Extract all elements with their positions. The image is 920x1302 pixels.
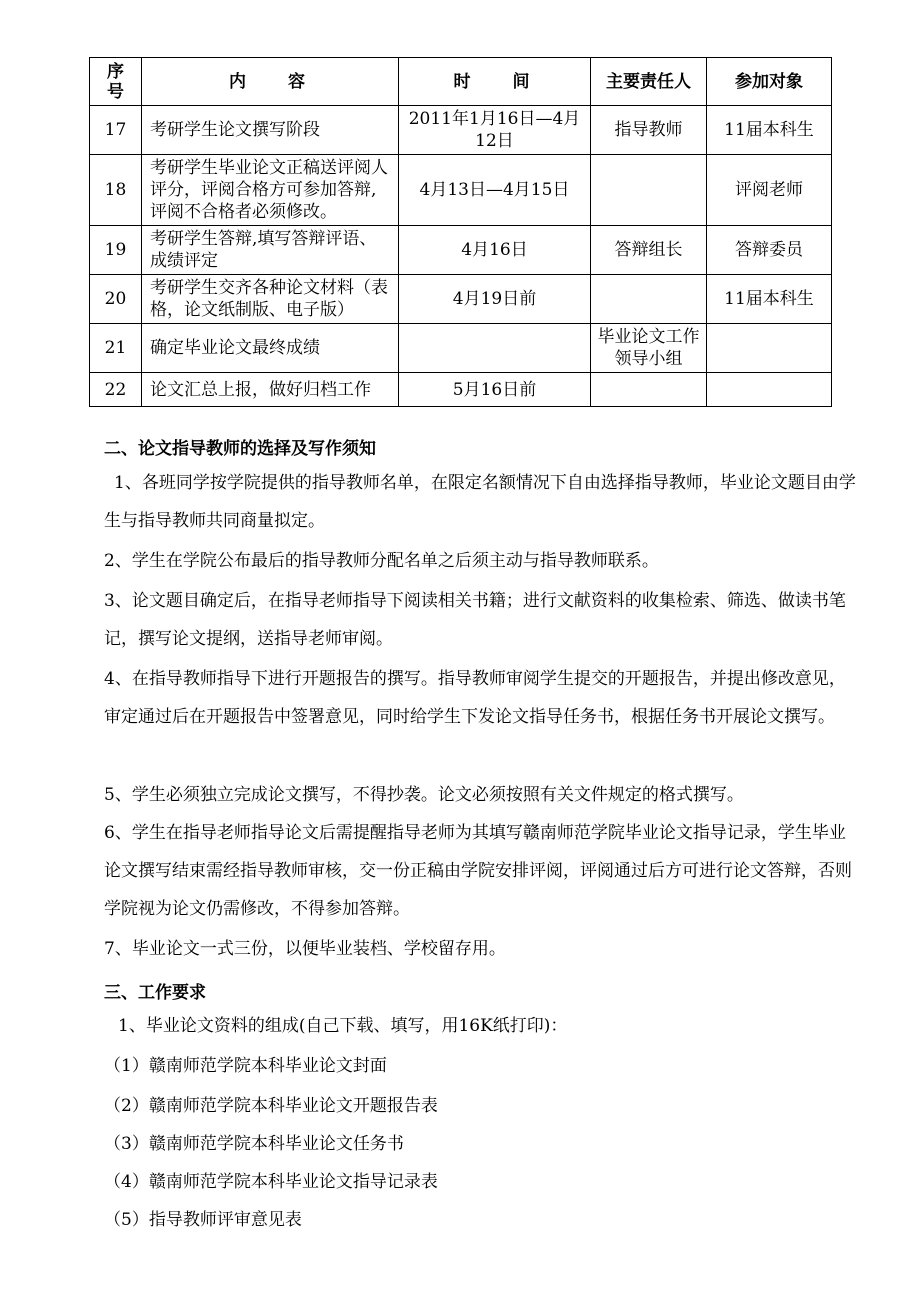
cell-target: 评阅老师 [707,155,832,226]
cell-content: 考研学生交齐各种论文材料（表格，论文纸制版、电子版） [142,275,399,324]
cell-no: 21 [90,324,142,373]
cell-content: 论文汇总上报，做好归档工作 [142,373,399,407]
cell-person [591,275,707,324]
cell-no: 18 [90,155,142,226]
cell-person: 毕业论文工作领导小组 [591,324,707,373]
cell-person [591,373,707,407]
paragraph-item-3: 3、论文题目确定后，在指导老师指导下阅读相关书籍；进行文献资料的收集检索、筛选、做读书笔记，撰写论文提纲，送指导老师审阅。 [104,591,846,649]
cell-content: 确定毕业论文最终成绩 [142,324,399,373]
table-row [90,106,832,155]
paragraph-item-1: 1、各班同学按学院提供的指导教师名单，在限定名额情况下自由选择指导教师，毕业论文题目由学生与指导教师共同商量拟定。 [104,473,856,531]
cell-target [707,324,832,373]
cell-target: 11届本科生 [707,275,832,324]
cell-target: 答辩委员 [707,226,832,275]
header-target: 参加对象 [707,58,832,106]
cell-no: 22 [90,373,142,407]
header-no: 序号 [90,58,142,106]
cell-person [591,155,707,226]
cell-time [399,324,591,373]
cell-time: 4月19日前 [399,275,591,324]
list-item: （4）赣南师范学院本科毕业论文指导记录表 [104,1172,438,1192]
cell-time: 4月13日—4月15日 [399,155,591,226]
table-row [90,155,832,226]
cell-no: 19 [90,226,142,275]
list-item: （2）赣南师范学院本科毕业论文开题报告表 [104,1096,438,1116]
paragraph-item-5: 5、学生必须独立完成论文撰写，不得抄袭。论文必须按照有关文件规定的格式撰写。 [104,785,744,805]
table-row [90,275,832,324]
cell-person: 答辩组长 [591,226,707,275]
schedule-table [89,57,832,407]
cell-time: 2011年1月16日—4月12日 [399,106,591,155]
header-time: 时间 [399,58,591,106]
table-row [90,324,832,373]
cell-content: 考研学生答辩,填写答辩评语、成绩评定 [142,226,399,275]
table-header-row [90,58,832,106]
list-item: （1）赣南师范学院本科毕业论文封面 [104,1056,387,1076]
paragraph-item-6: 6、学生在指导老师指导论文后需提醒指导老师为其填写赣南师范学院毕业论文指导记录，学生毕业论文撰写结束需经指导教师审核，交一份正稿由学院安排评阅，评阅通过后方可进行论文答辩，否则学院视为论文仍需修改，不得参加答辩。 [104,823,852,919]
section-3-heading: 三、工作要求 [104,983,206,1003]
header-person: 主要责任人 [591,58,707,106]
list-item: （3）赣南师范学院本科毕业论文任务书 [104,1134,404,1154]
cell-content: 考研学生论文撰写阶段 [142,106,399,155]
list-item: （5）指导教师评审意见表 [104,1210,302,1230]
cell-person: 指导教师 [591,106,707,155]
cell-no: 20 [90,275,142,324]
requirement-intro: 1、毕业论文资料的组成(自己下载、填写，用16K纸打印)： [118,1016,568,1036]
cell-target [707,373,832,407]
cell-target: 11届本科生 [707,106,832,155]
paragraph-item-7: 7、毕业论文一式三份，以便毕业装档、学校留存用。 [104,939,506,959]
cell-time: 5月16日前 [399,373,591,407]
header-content: 内容 [142,58,399,106]
table-row [90,373,832,407]
table-row [90,226,832,275]
cell-content: 考研学生毕业论文正稿送评阅人评分，评阅合格方可参加答辩,评阅不合格者必须修改。 [142,155,399,226]
paragraph-item-2: 2、学生在学院公布最后的指导教师分配名单之后须主动与指导教师联系。 [104,551,659,571]
section-2-heading: 二、论文指导教师的选择及写作须知 [104,439,376,459]
cell-time: 4月16日 [399,226,591,275]
cell-no: 17 [90,106,142,155]
paragraph-item-4: 4、在指导教师指导下进行开题报告的撰写。指导教师审阅学生提交的开题报告，并提出修改意见，审定通过后在开题报告中签署意见，同时给学生下发论文指导任务书，根据任务书开展论文撰写。 [104,669,846,727]
